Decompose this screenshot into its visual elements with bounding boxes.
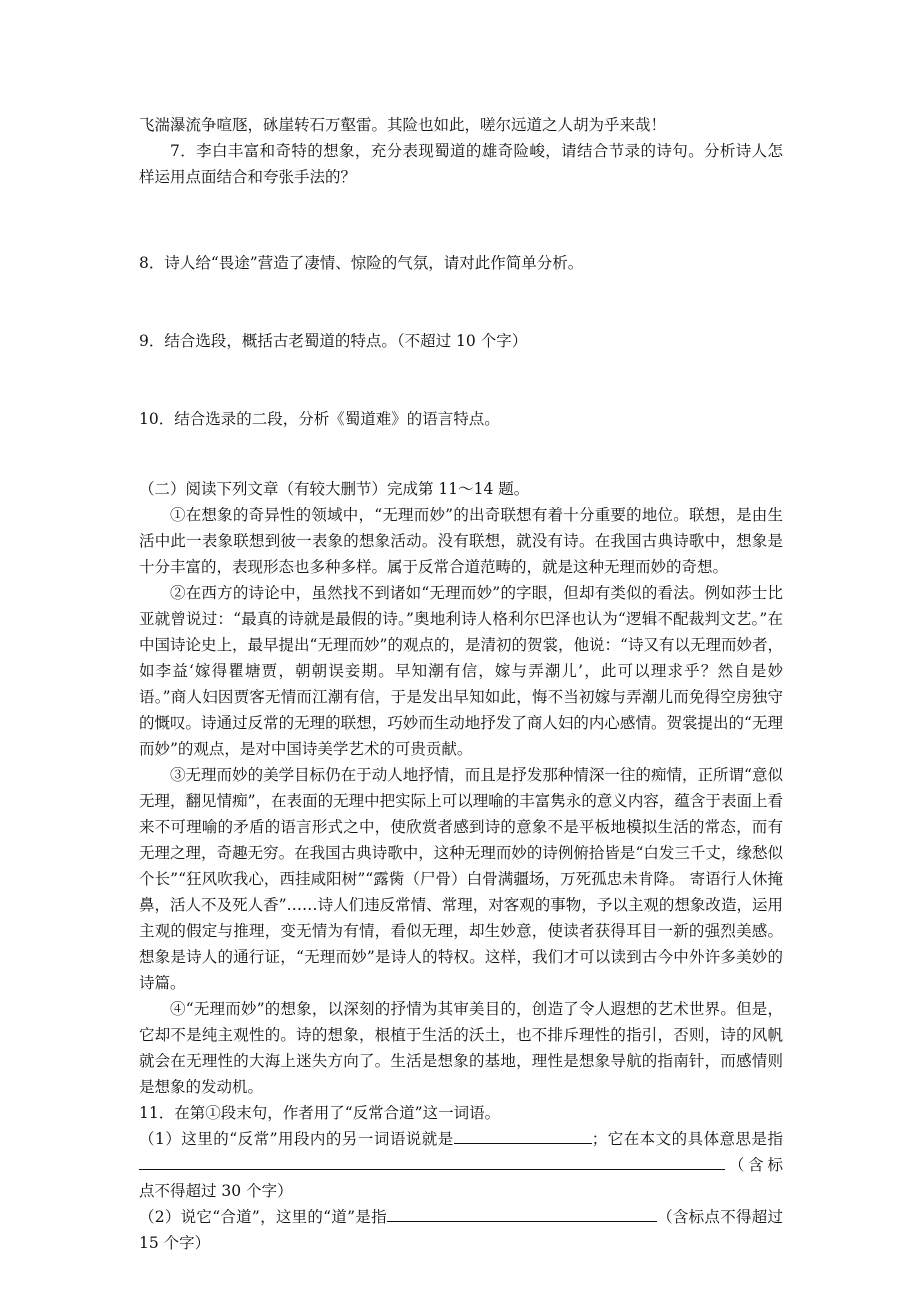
- answer-space-10: [139, 432, 783, 476]
- answer-space-7: [139, 190, 783, 250]
- question-11-part-2: [139, 1204, 783, 1256]
- answer-blank-2[interactable]: [139, 1155, 725, 1170]
- q11-2-prefix: （2）说它“合道”，这里的“道”是指: [139, 1208, 387, 1226]
- question-8: 8．诗人给“畏途”营造了凄情、惊险的气氛，请对此作简单分析。: [139, 254, 584, 272]
- q11-2-suffix: （含标点不得超过 15 个字）: [139, 1208, 783, 1252]
- article-paragraph-4: ④“无理而妙”的想象，以深刻的抒情为其审美目的，创造了令人遐想的艺术世界。但是，它却不是纯主观性的。诗的想象，根植于生活的沃土，也不排斥理性的指引，否则，诗的风帆就会在无理性的大海上迷失方向了。生活是想象的基地，理性是想象导航的指南针，而感情则是想象的发动机。: [139, 1000, 783, 1096]
- answer-space-9: [139, 354, 783, 406]
- answer-space-8: [139, 276, 783, 328]
- question-9: 9．结合选段，概括古老蜀道的特点。（不超过 10 个字）: [139, 332, 528, 350]
- article-paragraph-1: ①在想象的奇异性的领域中，“无理而妙”的出奇联想有着十分重要的地位。联想，是由生活中此一表象联想到彼一表象的想象活动。没有联想，就没有诗。在我国古典诗歌中，想象是十分丰富的，表现形态也多种多样。属于反常合道范畴的，就是这种无理而妙的奇想。: [139, 506, 783, 576]
- article-paragraph-3: ③无理而妙的美学目标仍在于动人地抒情，而且是抒发那种情深一往的痴情，正所谓“意似无理，翻见情痴”，在表面的无理中把实际上可以理喻的丰富隽永的意义内容，蕴含于表面上看来不可理喻的矛盾的语言形式之中，使欣赏者感到诗的意象不是平板地模拟生活的常态，而有无理之理，奇趣无穷。在我国古典诗歌中，这种无理而妙的诗例俯拾皆是“白发三千丈，缘愁似个长”“狂风吹我心，西挂咸阳树”“露胔（尸骨）白骨满疆场，万死孤忠未肯降。 寄语行人休掩鼻，活人不及死人香”……诗人们违反常情、常理，对客观的事物，予以主观的想象改造，运用主观的假定与推理，变无情为有情，看似无理，却生妙意，使读者获得耳目一新的强烈美感。想象是诗人的通行证，“无理而妙”是诗人的特权。这样，我们才可以读到古今中外许多美妙的诗篇。: [139, 766, 783, 992]
- answer-blank-1[interactable]: [454, 1129, 592, 1144]
- question-10: 10．结合选录的二段，分析《蜀道难》的语言特点。: [139, 410, 500, 428]
- document-body: [139, 112, 783, 1256]
- q11-1-mid: ；它在本文的具体意思是指: [591, 1130, 783, 1148]
- question-7: 7．李白丰富和奇特的想象，充分表现蜀道的雄奇险峻，请结合节录的诗句。分析诗人怎样运用点面结合和夸张手法的？: [139, 142, 783, 186]
- answer-blank-3[interactable]: [387, 1207, 657, 1222]
- article-paragraph-2: ②在西方的诗论中，虽然找不到诸如“无理而妙”的字眼，但却有类似的看法。例如莎士比亚就曾说过：“最真的诗就是最假的诗。”奥地利诗人格利尔巴泽也认为“逻辑不配裁判文艺。”在中国诗论史上，最早提出“无理而妙”的观点的，是清初的贺裳，他说：“诗又有以无理而妙者，如李益‘嫁得瞿塘贾，朝朝误妾期。早知潮有信，嫁与弄潮儿’，此可以理求乎？然自是妙语。”商人妇因贾客无情而江潮有信，于是发出早知如此，悔不当初嫁与弄潮儿而免得空房独守的慨叹。诗通过反常的无理的联想，巧妙而生动地抒发了商人妇的内心感情。贺裳提出的“无理而妙”的观点，是对中国诗美学艺术的可贵贡献。: [139, 584, 783, 758]
- question-11: 11．在第①段末句，作者用了“反常合道”这一词语。: [139, 1104, 501, 1122]
- section-2-heading: （二）阅读下列文章（有较大删节）完成第 11～14 题。: [139, 480, 530, 498]
- q11-1-suffix: （含标点不得超过 30 个字）: [139, 1156, 783, 1200]
- q11-1-prefix: （1）这里的“反常”用段内的另一词语说就是: [139, 1130, 454, 1148]
- poem-tail-line: 飞湍瀑流争喧豗，砯崖转石万壑雷。其险也如此，嗟尔远道之人胡为乎来哉！: [139, 116, 667, 134]
- question-11-part-1: [139, 1126, 783, 1204]
